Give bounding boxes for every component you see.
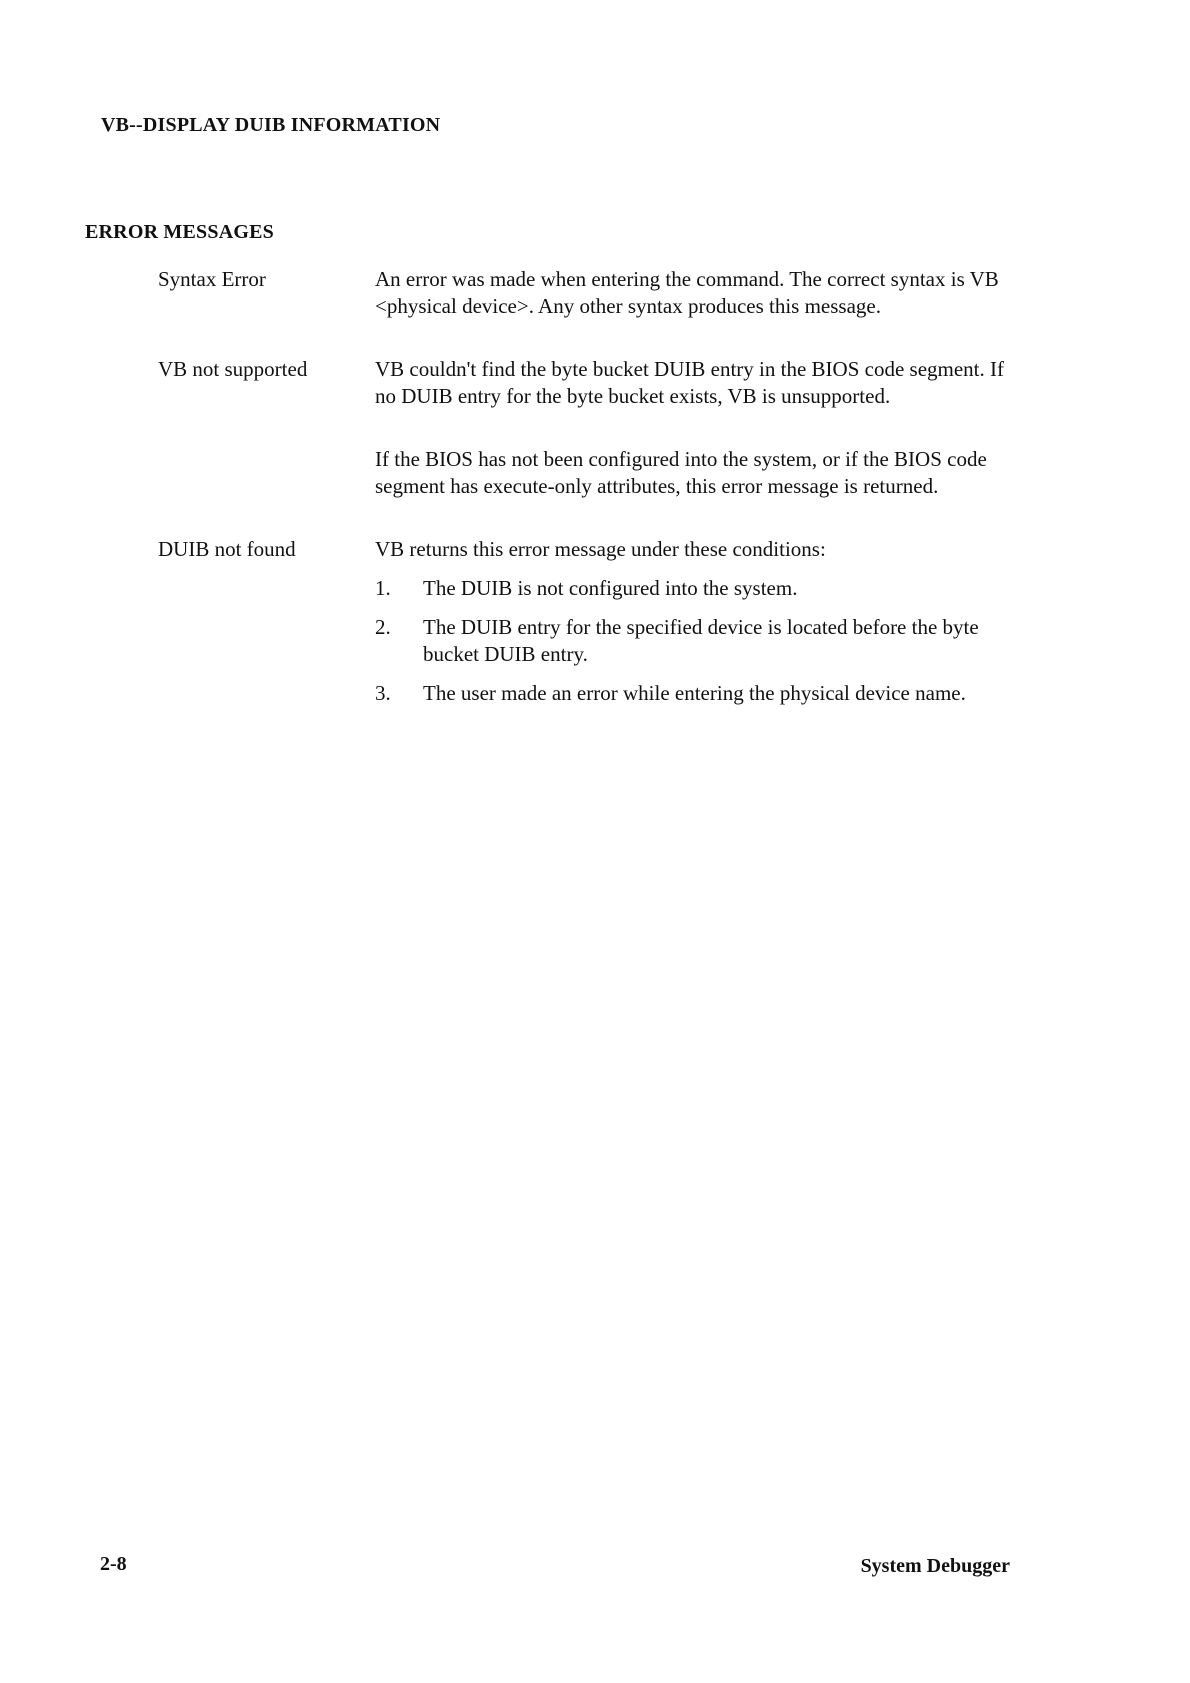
list-item-number: 1. xyxy=(375,576,391,600)
error-term-vb-not-supported: VB not supported xyxy=(158,357,308,381)
list-item-text: The user made an error while entering the physical device name. xyxy=(423,681,966,705)
error-desc-vb-not-supported-2: If the BIOS has not been configured into the system, or if the BIOS code segment has execute-only attributes, this error message is returned. xyxy=(375,447,987,498)
error-desc-duib-not-found: VB returns this error message under these conditions: xyxy=(375,537,826,561)
error-desc-vb-not-supported: VB couldn't find the byte bucket DUIB entry in the BIOS code segment. If no DUIB entry for the byte bucket exists, VB is unsupported. xyxy=(375,357,1004,408)
error-term-duib-not-found: DUIB not found xyxy=(158,537,296,561)
book-title: System Debugger xyxy=(860,1555,1010,1577)
list-item-number: 3. xyxy=(375,681,391,705)
list-item-text: The DUIB entry for the specified device is located before the byte bucket DUIB entry. xyxy=(423,615,979,666)
running-head: VB--DISPLAY DUIB INFORMATION xyxy=(101,114,441,136)
section-heading: ERROR MESSAGES xyxy=(85,221,274,243)
list-item-number: 2. xyxy=(375,615,391,639)
page-number: 2-8 xyxy=(100,1553,127,1575)
error-desc-syntax-error: An error was made when entering the command. The correct syntax is VB <physical device>. Any other syntax produces this message. xyxy=(375,267,999,318)
error-term-syntax-error: Syntax Error xyxy=(158,267,266,291)
list-item-text: The DUIB is not configured into the system. xyxy=(423,576,798,600)
